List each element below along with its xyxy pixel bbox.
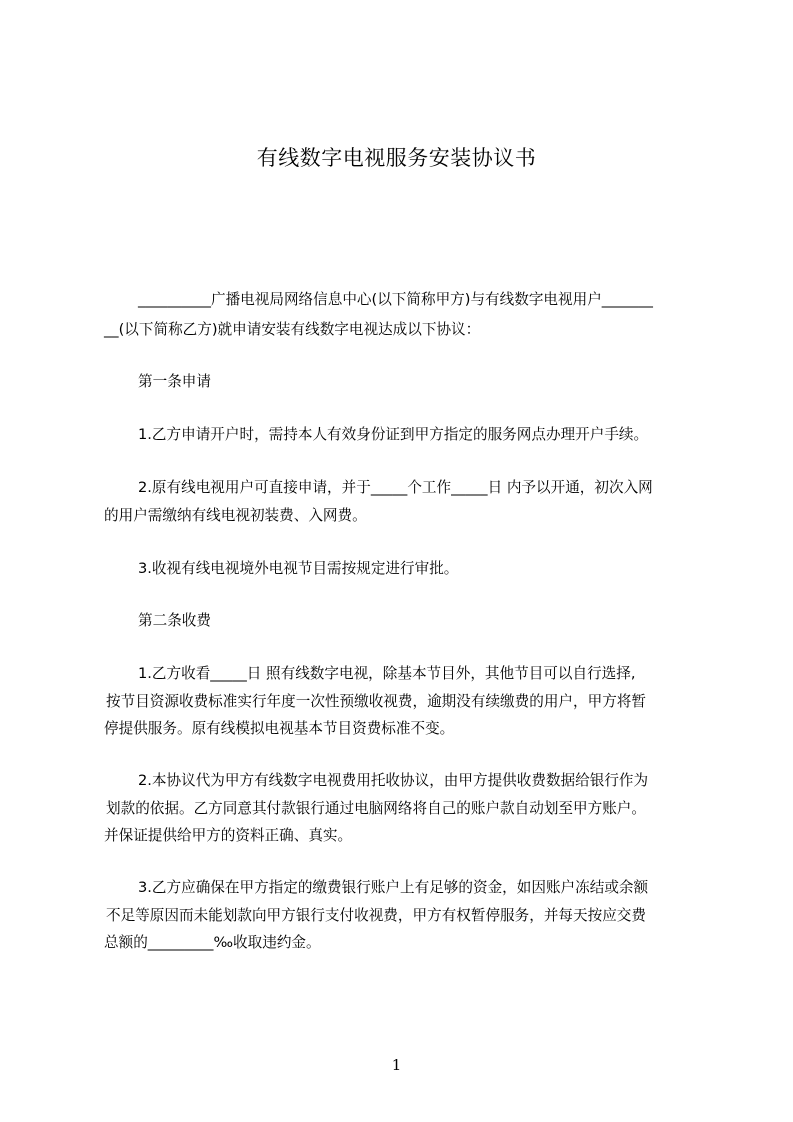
article-1-item-2-line-1: 2.原有线电视用户可直接申请，并于_____个工作_____日 内予以开通，初次入网 <box>138 479 653 496</box>
article-2-item-3-line-3: 总额的_________‰收取违约金。 <box>104 934 321 951</box>
article-2-item-3-line-1: 3.乙方应确保在甲方指定的缴费银行账户上有足够的资金，如因账户冻结或余额 <box>138 879 649 896</box>
article-2-item-1-line-1: 1.乙方收看_____日 照有线数字电视，除基本节目外，其他节目可以自行选择, <box>138 665 636 682</box>
article-1-item-3: 3.收视有线电视境外电视节目需按规定进行审批。 <box>138 560 459 577</box>
document-title: 有线数字电视服务安装协议书 <box>256 146 537 170</box>
article-1-item-2-line-2: 的用户需缴纳有线电视初装费、入网费。 <box>104 507 367 524</box>
article-2-heading: 第二条收费 <box>138 612 211 629</box>
article-1-item-1: 1.乙方申请开户时，需持本人有效身份证到甲方指定的服务网点办理开户手续。 <box>138 426 649 443</box>
article-2-item-1-line-2: 按节目资源收费标准实行年度一次性预缴收视费，逾期没有续缴费的用户，甲方将暂 <box>106 693 646 710</box>
article-2-item-2-line-2: 划款的依据。乙方同意其付款银行通过电脑网络将自己的账户款自动划至甲方账户。 <box>106 800 646 817</box>
article-1-heading: 第一条申请 <box>138 373 211 390</box>
article-2-item-2-line-1: 2.本协议代为甲方有线数字电视费用托收协议，由甲方提供收费数据给银行作为 <box>138 772 649 789</box>
article-2-item-1-line-3: 停提供服务。原有线模拟电视基本节目资费标准不变。 <box>104 720 455 737</box>
page-number: 1 <box>391 1056 402 1074</box>
intro-line-2: __(以下简称乙方)就申请安装有线数字电视达成以下协议： <box>104 321 481 338</box>
intro-line-1: __________广播电视局网络信息中心(以下简称甲方)与有线数字电视用户_______ <box>138 291 653 308</box>
article-2-item-3-line-2: 不足等原因而未能划款向甲方银行支付收视费，甲方有权暂停服务，并每天按应交费 <box>106 907 646 924</box>
article-2-item-2-line-3: 并保证提供给甲方的资料正确、真实。 <box>104 827 353 844</box>
